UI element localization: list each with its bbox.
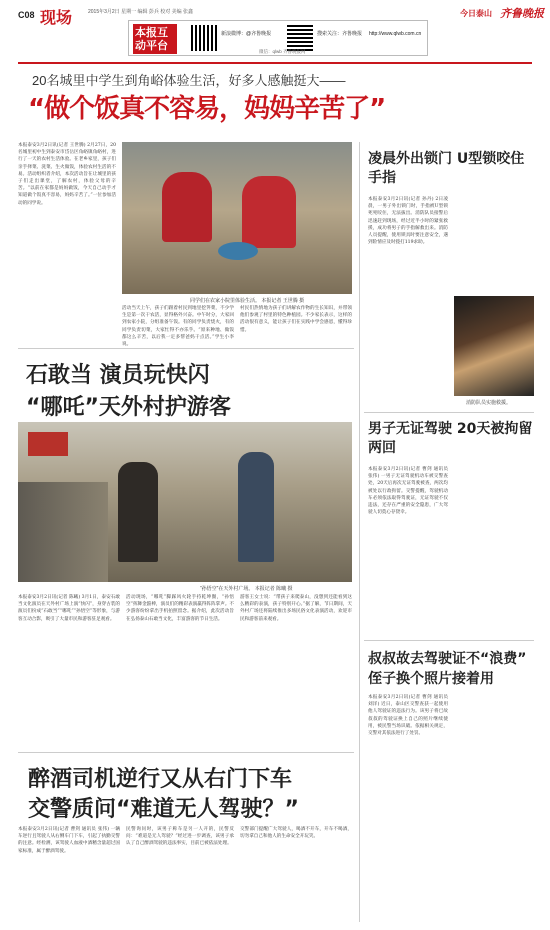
story1-col3: 村民们热情地为孩子们讲解农作物的生长知识，并带领他们参观了村里的特色种植园。不少家长表示，这样的活动很有意义，能让孩子们在实践中学会感恩，懂得珍惜。 <box>240 306 352 333</box>
story6-headline-1: 醉酒司机逆行又从右门下车 <box>28 767 293 792</box>
story4-text-cont <box>454 466 534 634</box>
figure-red-jacket <box>242 176 296 248</box>
story2-text: 本报泰安3月2日讯(记者 孙丹) 2日凌晨，一男子外出锁门时，手指被U型锁死死咬住，无法拔出。消防队员接警后迅速赶到现场，经过近半小时的紧张救援，成功将男子的手指解救出来。消防人员提醒，使用锁具时要注意安全，遇到险情应及时拨打119求助。 <box>368 197 448 246</box>
story6-col2: 民警询问时，该男子称车是另一人开的，民警反问：“难道是无人驾驶？”经过进一步调查，该男子承认了自己醉酒驾驶的违法事实，目前已被依法处理。 <box>126 827 234 847</box>
story5-text: 本报泰安3月2日讯(记者 曹剑 通讯员 刘洋) 近日，泰山区交警查获一起使用他人驾驶证的违法行为。该男子将已故叔叔的驾驶证换上自己的照片继续使用，被民警当场识破。依据相关规定，交警对其依法进行了处罚。 <box>368 695 448 737</box>
brand-name: 今日泰山 <box>460 9 492 18</box>
banner-sign <box>28 432 68 456</box>
story6-col3: 交警部门提醒广大驾驶人，喝酒不开车，开车不喝酒，切勿拿自己和他人的生命安全开玩笑。 <box>240 827 352 840</box>
basin <box>218 242 258 260</box>
story1-col1: 本报泰安3月2日讯(记者 王世腾) 2月27日，20名城里初中生到泰安市岱岳区角峪镇角峪村，进行了一天的农村生活体验。在老乡家里，孩子们亲手择菜、洗菜、生火做饭，体验农村生活的不易。活动组织者介绍，本次活动旨在让城里的孩子们走出课堂，了解农村，体验父母的辛苦。“以前在家都是妈妈做饭，今天自己动手才知道做个饭真不容易，妈妈辛苦了。”一位参加活动的同学说。 <box>18 143 116 206</box>
column-divider <box>359 142 360 922</box>
story1-headline: “做个饭真不容易，妈妈辛苦了” <box>28 94 386 124</box>
page-number: C08 <box>18 10 35 20</box>
banner-url: http://www.qlwb.com.cn <box>369 31 422 37</box>
section-rule <box>18 348 354 349</box>
story2-caption: 消防队员实施救援。 <box>466 400 512 406</box>
story1-col2: 活动当天上午，孩子们跟着村民到地里挖荠菜，不少学生是第一次干农活，显得格外兴奋。中午时分，大家回到农家小院，分组准备午饭。有的同学负责烧火，有的同学负责切菜，大家忙得不亦乐乎。“原来种地、做饭都这么辛苦，以后我一定多帮爸妈干点活。”学生小李说。 <box>122 306 234 348</box>
story2-headline: 凌晨外出锁门 U型锁咬住手指 <box>368 151 525 186</box>
story3-photo <box>18 422 352 582</box>
header-rule <box>18 62 532 64</box>
story5-headline-2: 侄子换个照片接着用 <box>368 671 494 687</box>
story3-caption: “孙悟空”在天外村广场。 本报记者 陈曦 摄 <box>200 586 293 592</box>
paper-name-logo: 齐鲁晚报 <box>500 7 544 20</box>
banner-title: 本报互动平台 <box>133 24 177 54</box>
story6-col1: 本报泰安3月2日讯(记者 曹剑 通讯员 张伟) 一辆车逆行且驾驶人从右侧车门下车，引起了执勤交警的注意。经检测，该驾驶人血液中酒精含量超过国家标准，属于醉酒驾驶。 <box>18 827 120 854</box>
story3-headline-2: “哪吒”天外村护游客 <box>26 395 231 420</box>
qr-code-icon <box>191 25 217 51</box>
crowd <box>18 482 108 582</box>
banner-label-1: 新浪微博：@齐鲁晚报 <box>221 31 272 37</box>
story1-kicker: 20名城里中学生到角峪体验生活，好多人感触挺大—— <box>32 73 346 88</box>
story5-headline-1: 叔叔故去驾驶证不“浪费” <box>368 651 527 667</box>
date-line: 2015年3月2日 星期一 编辑 彭兵 校对 美编 张鑫 <box>88 9 194 15</box>
figure-red-jacket <box>162 172 212 242</box>
story4-headline: 男子无证驾驶 20天被拘留两回 <box>368 421 533 456</box>
qr-code-icon <box>287 25 313 51</box>
story1-photo <box>122 142 352 294</box>
story4-text: 本报泰安3月2日讯(记者 曹剑 通讯员 张伟) 一男子无证驾驶机动车被交警查处，20天后再次无证驾驶被查，两次均被处以行政拘留。交警提醒，驾驶机动车必须依法取得驾驶证，无证驾驶不仅违法，还存在严重的安全隐患，广大驾驶人切莫心存侥幸。 <box>368 467 448 516</box>
banner-note: 微信：qlwb 齐鲁晚报网 <box>259 49 306 54</box>
banner-label-2: 搜索关注：齐鲁晚报 <box>317 31 363 37</box>
section-rule <box>364 412 534 413</box>
figure-costume <box>118 462 158 562</box>
story2-photo <box>454 296 534 396</box>
story1-caption: 同学们在农家小院里体验生活。 本报记者 王世腾 摄 <box>190 298 305 304</box>
figure-performer <box>238 452 274 562</box>
section-title: 现场 <box>40 8 73 27</box>
story2-text-cont <box>454 196 534 292</box>
story3-headline-1: 石敢当 演员玩快闪 <box>26 363 210 388</box>
story3-col1: 本报泰安3月2日讯(记者 陈曦) 3月1日，泰安石敢当文化演员在天外村广场上演“快闪”，身穿古装的演员们扮成“石敢当”“哪吒”“孙悟空”等形象，与游客互动合影，吸引了大量市民和游客驻足观看。 <box>18 595 120 622</box>
interactive-banner <box>128 20 428 56</box>
section-rule <box>18 752 354 753</box>
story3-col3: 游客王女士说：“带孩子来爬泰山，没想到还能看到这么精彩的表演，孩子特别开心。”据了解，节日期间，天外村广场还将陆续推出多场民俗文化表演活动，欢迎市民和游客前来观看。 <box>240 595 352 622</box>
section-rule <box>364 640 534 641</box>
story5-text-cont <box>454 694 534 922</box>
story3-col2: 活动现场，“哪吒”脚踩风火轮手持乾坤圈，“孙悟空”挥舞金箍棒，演员们的精彩表演赢得阵阵掌声。不少游客纷纷拿出手机拍照留念。据介绍，此次活动旨在弘扬泰山石敢当文化，丰富游客的节日生活。 <box>126 595 235 622</box>
story6-headline-2: 交警质问“难道无人驾驶？” <box>28 797 299 822</box>
